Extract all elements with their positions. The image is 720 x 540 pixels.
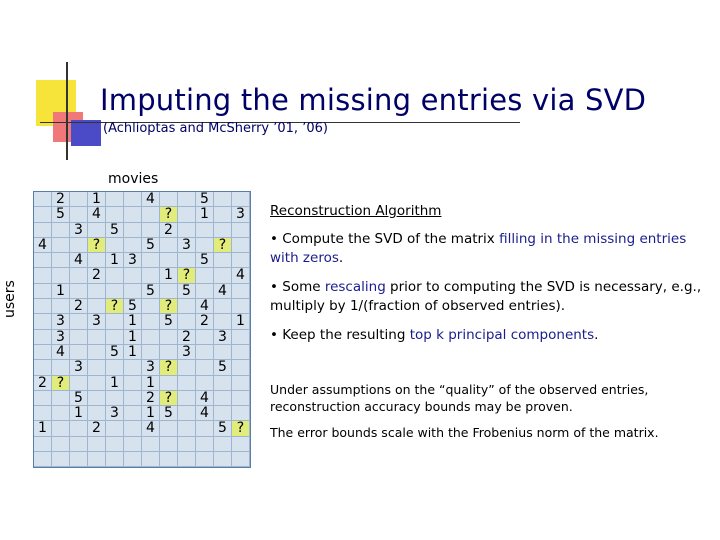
matrix-cell: ?: [160, 207, 178, 222]
matrix-cell: [160, 192, 178, 207]
matrix-cell: 5: [142, 238, 160, 253]
matrix-cell: [124, 207, 142, 222]
matrix-cell: ?: [52, 376, 70, 391]
matrix-cell: [232, 437, 250, 452]
matrix-cell: [178, 376, 196, 391]
matrix-cell: [196, 437, 214, 452]
matrix-cell: [106, 391, 124, 406]
matrix-cell: [88, 376, 106, 391]
matrix-cell: 1: [124, 345, 142, 360]
matrix-cell: ?: [160, 360, 178, 375]
matrix-cell: 5: [142, 284, 160, 299]
matrix-cell: [70, 314, 88, 329]
movies-axis-label: movies: [108, 171, 159, 187]
bullet-rescaling: [270, 278, 715, 316]
matrix-cell: [124, 452, 142, 467]
matrix-cell: [88, 406, 106, 421]
matrix-cell: [178, 192, 196, 207]
matrix-cell: 4: [34, 238, 52, 253]
matrix-cell: [178, 207, 196, 222]
matrix-cell: 3: [232, 207, 250, 222]
matrix-cell: [124, 421, 142, 436]
matrix-cell: 1: [70, 406, 88, 421]
matrix-cell: [124, 437, 142, 452]
matrix-cell: [178, 452, 196, 467]
matrix-cell: [232, 330, 250, 345]
matrix-cell: [88, 391, 106, 406]
bullet3-highlight: top k principal components: [409, 327, 595, 343]
matrix-cell: [52, 360, 70, 375]
matrix-cell: 3: [106, 406, 124, 421]
matrix-cell: 1: [232, 314, 250, 329]
matrix-cell: [34, 360, 52, 375]
matrix-cell: [34, 192, 52, 207]
matrix-cell: 2: [178, 330, 196, 345]
matrix-cell: 1: [34, 421, 52, 436]
matrix-cell: 1: [124, 330, 142, 345]
matrix-cell: ?: [88, 238, 106, 253]
matrix-cell: [52, 238, 70, 253]
algorithm-heading: Reconstruction Algorithm: [270, 203, 442, 219]
matrix-cell: 3: [178, 345, 196, 360]
matrix-cell: [52, 406, 70, 421]
matrix-cell: 5: [196, 192, 214, 207]
bullet1-highlight: filling in the missing entries with zeros: [270, 231, 687, 266]
matrix-cell: [142, 314, 160, 329]
matrix-cell: 5: [160, 314, 178, 329]
matrix-cell: [214, 223, 232, 238]
matrix-cell: 3: [214, 330, 232, 345]
matrix-cell: ?: [178, 268, 196, 283]
matrix-cell: [52, 253, 70, 268]
matrix-cell: [196, 345, 214, 360]
matrix-cell: [52, 437, 70, 452]
matrix-cell: [232, 238, 250, 253]
matrix-cell: 2: [196, 314, 214, 329]
matrix-cell: [178, 314, 196, 329]
matrix-cell: [160, 330, 178, 345]
matrix-cell: [196, 238, 214, 253]
matrix-cell: 5: [106, 345, 124, 360]
matrix-cell: [124, 376, 142, 391]
matrix-cell: 3: [178, 238, 196, 253]
matrix-cell: [142, 437, 160, 452]
matrix-cell: [160, 238, 178, 253]
matrix-cell: 4: [142, 192, 160, 207]
matrix-cell: 5: [52, 207, 70, 222]
matrix-cell: [232, 284, 250, 299]
matrix-cell: [142, 253, 160, 268]
matrix-cell: [70, 284, 88, 299]
matrix-cell: 5: [160, 406, 178, 421]
matrix-cell: [232, 406, 250, 421]
matrix-cell: 4: [88, 207, 106, 222]
matrix-cell: [88, 360, 106, 375]
matrix-cell: [232, 452, 250, 467]
matrix-cell: [88, 284, 106, 299]
matrix-cell: 2: [88, 268, 106, 283]
matrix-cell: [142, 345, 160, 360]
matrix-cell: [214, 268, 232, 283]
matrix-cell: [34, 207, 52, 222]
matrix-cell: [34, 314, 52, 329]
matrix-cell: [124, 192, 142, 207]
matrix-cell: [106, 284, 124, 299]
matrix-cell: [178, 299, 196, 314]
matrix-cell: [160, 253, 178, 268]
matrix-cell: 1: [52, 284, 70, 299]
matrix-cell: [214, 452, 232, 467]
matrix-cell: [196, 360, 214, 375]
matrix-cell: [232, 192, 250, 207]
ratings-matrix: [33, 191, 251, 468]
matrix-cell: [124, 268, 142, 283]
matrix-cell: [160, 437, 178, 452]
matrix-cell: [34, 406, 52, 421]
matrix-cell: [214, 299, 232, 314]
bullet1-end: .: [338, 250, 344, 266]
matrix-cell: 3: [52, 330, 70, 345]
bullet3-end: .: [594, 327, 599, 343]
matrix-cell: [106, 207, 124, 222]
matrix-cell: [34, 268, 52, 283]
matrix-cell: [196, 223, 214, 238]
matrix-cell: [70, 376, 88, 391]
matrix-cell: [214, 391, 232, 406]
matrix-cell: [88, 437, 106, 452]
note-accuracy-bounds: Under assumptions on the “quality” of the observed entries, reconstruction accuracy bounds may be proven.: [270, 382, 649, 414]
matrix-cell: [214, 192, 232, 207]
matrix-cell: 3: [70, 360, 88, 375]
matrix-cell: ?: [214, 238, 232, 253]
matrix-cell: [232, 223, 250, 238]
matrix-cell: [52, 268, 70, 283]
matrix-cell: 4: [232, 268, 250, 283]
matrix-cell: 5: [106, 223, 124, 238]
matrix-cell: [178, 223, 196, 238]
matrix-cell: [196, 284, 214, 299]
matrix-cell: 5: [124, 299, 142, 314]
slide-title: Imputing the missing entries via SVD: [100, 83, 647, 117]
matrix-cell: [88, 452, 106, 467]
matrix-cell: [34, 345, 52, 360]
matrix-cell: [142, 299, 160, 314]
matrix-cell: [214, 437, 232, 452]
matrix-cell: 2: [88, 421, 106, 436]
matrix-cell: 1: [106, 253, 124, 268]
bullet2-highlight: rescaling: [324, 279, 386, 295]
matrix-cell: [178, 421, 196, 436]
matrix-cell: [142, 452, 160, 467]
matrix-cell: [124, 238, 142, 253]
matrix-cell: [70, 192, 88, 207]
matrix-cell: 2: [52, 192, 70, 207]
matrix-cell: 1: [142, 406, 160, 421]
matrix-cell: [124, 406, 142, 421]
matrix-cell: [106, 314, 124, 329]
matrix-cell: [160, 376, 178, 391]
matrix-cell: [52, 223, 70, 238]
matrix-cell: [88, 330, 106, 345]
ratings-grid: [33, 191, 251, 468]
matrix-cell: [106, 360, 124, 375]
deco-blue-block: [71, 120, 101, 146]
matrix-cell: [70, 207, 88, 222]
matrix-cell: 1: [88, 192, 106, 207]
matrix-cell: [34, 284, 52, 299]
bullet1-text: • Compute the SVD of the matrix: [270, 231, 500, 247]
matrix-cell: ?: [232, 421, 250, 436]
matrix-cell: 4: [52, 345, 70, 360]
matrix-cell: 5: [214, 360, 232, 375]
matrix-cell: [214, 207, 232, 222]
matrix-cell: 4: [196, 299, 214, 314]
matrix-cell: 4: [214, 284, 232, 299]
matrix-cell: [34, 253, 52, 268]
matrix-cell: [88, 345, 106, 360]
matrix-cell: [160, 345, 178, 360]
matrix-cell: [124, 223, 142, 238]
matrix-cell: [196, 421, 214, 436]
matrix-cell: 3: [142, 360, 160, 375]
matrix-cell: [178, 391, 196, 406]
matrix-cell: 5: [178, 284, 196, 299]
matrix-cell: [88, 299, 106, 314]
matrix-cell: [52, 452, 70, 467]
matrix-cell: [214, 253, 232, 268]
matrix-cell: 3: [70, 223, 88, 238]
matrix-cell: [160, 421, 178, 436]
matrix-cell: 1: [196, 207, 214, 222]
matrix-cell: [124, 391, 142, 406]
matrix-cell: [52, 391, 70, 406]
matrix-cell: [142, 207, 160, 222]
matrix-cell: 1: [142, 376, 160, 391]
matrix-cell: [34, 330, 52, 345]
matrix-cell: [232, 299, 250, 314]
matrix-cell: [196, 376, 214, 391]
matrix-cell: [142, 268, 160, 283]
matrix-cell: [178, 406, 196, 421]
matrix-cell: [178, 253, 196, 268]
matrix-cell: 2: [160, 223, 178, 238]
matrix-cell: [106, 192, 124, 207]
matrix-cell: 4: [142, 421, 160, 436]
matrix-cell: [70, 238, 88, 253]
matrix-cell: ?: [106, 299, 124, 314]
matrix-cell: 3: [124, 253, 142, 268]
matrix-cell: [178, 360, 196, 375]
note-frobenius: The error bounds scale with the Frobenius norm of the matrix.: [270, 425, 659, 440]
matrix-cell: [232, 345, 250, 360]
matrix-cell: [34, 452, 52, 467]
bullet3-text: • Keep the resulting: [270, 327, 410, 343]
deco-vertical-line: [66, 62, 68, 160]
matrix-cell: [214, 345, 232, 360]
matrix-cell: [160, 284, 178, 299]
matrix-cell: [106, 238, 124, 253]
matrix-cell: [70, 330, 88, 345]
matrix-cell: 4: [70, 253, 88, 268]
slide-subtitle: (Achlioptas and McSherry ’01, ’06): [103, 121, 328, 136]
matrix-cell: [196, 330, 214, 345]
matrix-cell: 3: [88, 314, 106, 329]
matrix-cell: 2: [142, 391, 160, 406]
matrix-cell: 3: [52, 314, 70, 329]
matrix-cell: 4: [196, 406, 214, 421]
matrix-cell: 4: [196, 391, 214, 406]
bullet-compute-svd: [270, 230, 715, 268]
matrix-cell: [34, 299, 52, 314]
matrix-cell: 1: [160, 268, 178, 283]
matrix-cell: [52, 421, 70, 436]
bullet2-text: • Some: [270, 279, 325, 295]
matrix-cell: [124, 284, 142, 299]
matrix-cell: [34, 223, 52, 238]
matrix-cell: [34, 391, 52, 406]
matrix-cell: 5: [196, 253, 214, 268]
matrix-cell: [70, 452, 88, 467]
matrix-cell: [106, 330, 124, 345]
matrix-cell: [34, 437, 52, 452]
matrix-cell: [232, 360, 250, 375]
matrix-cell: [124, 360, 142, 375]
matrix-cell: 5: [70, 391, 88, 406]
bullet2-end: prior to computing the SVD is necessary, e.g., multiply by 1/(fraction of observed entries).: [270, 279, 702, 314]
matrix-cell: [196, 268, 214, 283]
matrix-cell: 1: [124, 314, 142, 329]
matrix-cell: [232, 253, 250, 268]
matrix-cell: [178, 437, 196, 452]
matrix-cell: [52, 299, 70, 314]
matrix-cell: [70, 268, 88, 283]
matrix-cell: [214, 376, 232, 391]
matrix-cell: [214, 406, 232, 421]
matrix-cell: [106, 437, 124, 452]
matrix-cell: [70, 437, 88, 452]
matrix-cell: ?: [160, 391, 178, 406]
matrix-cell: [196, 452, 214, 467]
matrix-cell: [88, 223, 106, 238]
matrix-cell: [142, 330, 160, 345]
matrix-cell: 5: [214, 421, 232, 436]
matrix-cell: [142, 223, 160, 238]
matrix-cell: [70, 345, 88, 360]
matrix-cell: [232, 376, 250, 391]
matrix-cell: [88, 253, 106, 268]
matrix-cell: [232, 391, 250, 406]
matrix-cell: 2: [70, 299, 88, 314]
matrix-cell: ?: [160, 299, 178, 314]
matrix-cell: 1: [106, 376, 124, 391]
matrix-cell: [214, 314, 232, 329]
matrix-cell: 2: [34, 376, 52, 391]
matrix-cell: [160, 452, 178, 467]
users-axis-label: users: [2, 280, 18, 318]
matrix-cell: [106, 421, 124, 436]
matrix-cell: [70, 421, 88, 436]
matrix-cell: [106, 452, 124, 467]
bullet-top-k: [270, 326, 715, 345]
matrix-cell: [106, 268, 124, 283]
